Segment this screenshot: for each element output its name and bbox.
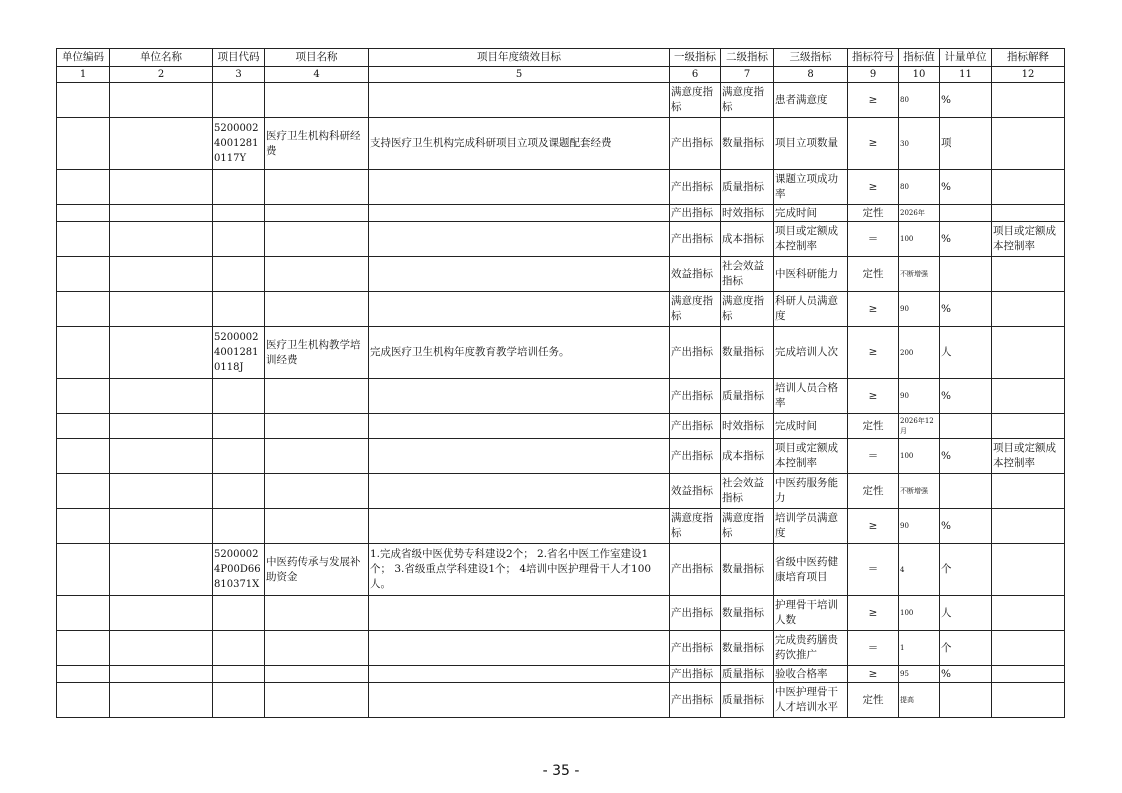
unit-cell: %	[940, 222, 992, 257]
table-row	[57, 509, 1065, 544]
unit-name-cell	[110, 666, 213, 683]
performance-goal-cell	[369, 683, 670, 718]
indicator-explanation-cell	[992, 205, 1065, 222]
column-number: 2	[110, 67, 213, 83]
project-name-cell	[265, 83, 369, 118]
header-cell: 指标值	[899, 49, 940, 67]
performance-goal-cell: 1.完成省级中医优势专科建设2个； 2.省名中医工作室建设1个； 3.省级重点学科建设1个； 4培训中医护理骨干人才100人。	[369, 544, 670, 596]
unit-cell: %	[940, 509, 992, 544]
project-name-cell	[265, 509, 369, 544]
project-code-cell	[213, 257, 265, 292]
level2-indicator-cell: 时效指标	[721, 414, 774, 439]
indicator-symbol-cell: 定性	[848, 205, 899, 222]
level2-indicator-cell: 质量指标	[721, 379, 774, 414]
unit-cell: %	[940, 666, 992, 683]
performance-goal-cell	[369, 666, 670, 683]
unit-code-cell	[57, 118, 110, 170]
project-code-cell	[213, 439, 265, 474]
header-cell: 二级指标	[721, 49, 774, 67]
level1-indicator-cell: 产出指标	[670, 439, 721, 474]
indicator-value-cell: 提高	[899, 683, 940, 718]
performance-goal-cell	[369, 257, 670, 292]
indicator-explanation-cell	[992, 414, 1065, 439]
indicator-symbol-cell: ≥	[848, 596, 899, 631]
column-number: 9	[848, 67, 899, 83]
performance-goal-cell: 完成医疗卫生机构年度教育教学培训任务。	[369, 327, 670, 379]
unit-code-cell	[57, 509, 110, 544]
level2-indicator-cell: 社会效益指标	[721, 474, 774, 509]
performance-goal-cell	[369, 222, 670, 257]
level1-indicator-cell: 产出指标	[670, 544, 721, 596]
indicator-value-cell: 90	[899, 292, 940, 327]
table-row	[57, 414, 1065, 439]
unit-code-cell	[57, 414, 110, 439]
column-number: 7	[721, 67, 774, 83]
project-code-cell: 52000024P00D66810371X	[213, 544, 265, 596]
indicator-value-cell: 100	[899, 222, 940, 257]
unit-cell	[940, 257, 992, 292]
level3-indicator-cell: 项目或定额成本控制率	[774, 222, 848, 257]
level2-indicator-cell: 数量指标	[721, 631, 774, 666]
indicator-value-cell: 80	[899, 83, 940, 118]
level2-indicator-cell: 成本指标	[721, 222, 774, 257]
column-number: 5	[369, 67, 670, 83]
unit-code-cell	[57, 170, 110, 205]
level2-indicator-cell: 满意度指标	[721, 509, 774, 544]
table-row	[57, 327, 1065, 379]
table-row	[57, 439, 1065, 474]
level3-indicator-cell: 中医药服务能力	[774, 474, 848, 509]
unit-code-cell	[57, 379, 110, 414]
indicator-symbol-cell: ≥	[848, 327, 899, 379]
unit-name-cell	[110, 83, 213, 118]
project-name-cell	[265, 414, 369, 439]
indicator-explanation-cell	[992, 666, 1065, 683]
level2-indicator-cell: 数量指标	[721, 327, 774, 379]
unit-cell	[940, 414, 992, 439]
indicator-value-cell: 30	[899, 118, 940, 170]
performance-goal-cell	[369, 596, 670, 631]
column-number: 8	[774, 67, 848, 83]
column-number: 3	[213, 67, 265, 83]
unit-name-cell	[110, 222, 213, 257]
level2-indicator-cell: 质量指标	[721, 666, 774, 683]
level1-indicator-cell: 效益指标	[670, 474, 721, 509]
unit-cell	[940, 205, 992, 222]
project-code-cell: 520000240012810117Y	[213, 118, 265, 170]
unit-code-cell	[57, 205, 110, 222]
level1-indicator-cell: 满意度指标	[670, 509, 721, 544]
level3-indicator-cell: 省级中医药健康培育项目	[774, 544, 848, 596]
column-number: 10	[899, 67, 940, 83]
unit-cell: %	[940, 83, 992, 118]
unit-name-cell	[110, 292, 213, 327]
indicator-symbol-cell: ≥	[848, 666, 899, 683]
indicator-value-cell: 200	[899, 327, 940, 379]
table-row	[57, 666, 1065, 683]
unit-cell	[940, 683, 992, 718]
indicator-explanation-cell	[992, 83, 1065, 118]
indicator-explanation-cell	[992, 474, 1065, 509]
performance-goal-cell	[369, 474, 670, 509]
project-name-cell	[265, 474, 369, 509]
level2-indicator-cell: 成本指标	[721, 439, 774, 474]
project-name-cell	[265, 379, 369, 414]
performance-goal-cell	[369, 83, 670, 118]
table-row	[57, 544, 1065, 596]
indicator-symbol-cell: ≥	[848, 118, 899, 170]
indicator-explanation-cell	[992, 118, 1065, 170]
project-code-cell: 520000240012810118J	[213, 327, 265, 379]
unit-cell: %	[940, 439, 992, 474]
level3-indicator-cell: 中医科研能力	[774, 257, 848, 292]
unit-name-cell	[110, 327, 213, 379]
indicator-value-cell: 2026年	[899, 205, 940, 222]
performance-goal-cell	[369, 509, 670, 544]
table-row	[57, 170, 1065, 205]
table-row	[57, 379, 1065, 414]
project-code-cell	[213, 170, 265, 205]
unit-name-cell	[110, 544, 213, 596]
unit-cell: 人	[940, 327, 992, 379]
level1-indicator-cell: 产出指标	[670, 118, 721, 170]
indicator-value-cell: 不断增强	[899, 257, 940, 292]
project-code-cell	[213, 509, 265, 544]
indicator-value-cell: 100	[899, 596, 940, 631]
header-cell: 单位名称	[110, 49, 213, 67]
indicator-explanation-cell	[992, 596, 1065, 631]
unit-name-cell	[110, 474, 213, 509]
unit-name-cell	[110, 379, 213, 414]
level3-indicator-cell: 护理骨干培训人数	[774, 596, 848, 631]
performance-goal-cell: 支持医疗卫生机构完成科研项目立项及课题配套经费	[369, 118, 670, 170]
unit-code-cell	[57, 596, 110, 631]
unit-code-cell	[57, 292, 110, 327]
level2-indicator-cell: 数量指标	[721, 596, 774, 631]
unit-code-cell	[57, 683, 110, 718]
project-name-cell	[265, 205, 369, 222]
indicator-symbol-cell: 定性	[848, 414, 899, 439]
unit-code-cell	[57, 544, 110, 596]
level3-indicator-cell: 科研人员满意度	[774, 292, 848, 327]
level1-indicator-cell: 产出指标	[670, 222, 721, 257]
level1-indicator-cell: 满意度指标	[670, 292, 721, 327]
indicator-explanation-cell	[992, 292, 1065, 327]
level1-indicator-cell: 产出指标	[670, 327, 721, 379]
indicator-explanation-cell	[992, 379, 1065, 414]
indicator-symbol-cell: 定性	[848, 474, 899, 509]
unit-name-cell	[110, 509, 213, 544]
level2-indicator-cell: 数量指标	[721, 544, 774, 596]
indicator-explanation-cell	[992, 170, 1065, 205]
project-name-cell	[265, 631, 369, 666]
performance-goal-cell	[369, 205, 670, 222]
indicator-symbol-cell: ≥	[848, 170, 899, 205]
project-code-cell	[213, 83, 265, 118]
header-cell: 项目代码	[213, 49, 265, 67]
project-name-cell	[265, 257, 369, 292]
header-cell: 一级指标	[670, 49, 721, 67]
level1-indicator-cell: 满意度指标	[670, 83, 721, 118]
project-name-cell	[265, 683, 369, 718]
indicator-value-cell: 95	[899, 666, 940, 683]
unit-cell: 人	[940, 596, 992, 631]
indicator-explanation-cell	[992, 509, 1065, 544]
level3-indicator-cell: 完成时间	[774, 414, 848, 439]
project-name-cell	[265, 439, 369, 474]
project-code-cell	[213, 222, 265, 257]
indicator-symbol-cell: 定性	[848, 683, 899, 718]
project-name-cell: 医疗卫生机构教学培训经费	[265, 327, 369, 379]
column-number: 12	[992, 67, 1065, 83]
indicator-explanation-cell: 项目或定额成本控制率	[992, 439, 1065, 474]
level3-indicator-cell: 项目立项数量	[774, 118, 848, 170]
unit-cell: %	[940, 170, 992, 205]
table-row	[57, 292, 1065, 327]
level3-indicator-cell: 完成贵药膳贵药饮推广	[774, 631, 848, 666]
level1-indicator-cell: 产出指标	[670, 205, 721, 222]
level3-indicator-cell: 完成培训人次	[774, 327, 848, 379]
unit-code-cell	[57, 83, 110, 118]
header-cell: 单位编码	[57, 49, 110, 67]
header-cell: 三级指标	[774, 49, 848, 67]
unit-code-cell	[57, 474, 110, 509]
unit-cell: %	[940, 379, 992, 414]
indicator-symbol-cell: ≥	[848, 292, 899, 327]
table-row	[57, 474, 1065, 509]
indicator-value-cell: 100	[899, 439, 940, 474]
project-code-cell	[213, 596, 265, 631]
project-name-cell	[265, 666, 369, 683]
indicator-symbol-cell: ＝	[848, 544, 899, 596]
project-code-cell	[213, 292, 265, 327]
unit-code-cell	[57, 222, 110, 257]
unit-cell: 个	[940, 631, 992, 666]
table-row	[57, 205, 1065, 222]
unit-code-cell	[57, 327, 110, 379]
performance-goal-cell	[369, 631, 670, 666]
level1-indicator-cell: 产出指标	[670, 170, 721, 205]
level3-indicator-cell: 患者满意度	[774, 83, 848, 118]
performance-goal-cell	[369, 170, 670, 205]
level2-indicator-cell: 满意度指标	[721, 83, 774, 118]
project-code-cell	[213, 414, 265, 439]
indicator-symbol-cell: ≥	[848, 509, 899, 544]
level3-indicator-cell: 培训学员满意度	[774, 509, 848, 544]
table-row	[57, 631, 1065, 666]
project-name-cell	[265, 596, 369, 631]
unit-name-cell	[110, 414, 213, 439]
column-number: 4	[265, 67, 369, 83]
project-code-cell	[213, 205, 265, 222]
project-name-cell	[265, 222, 369, 257]
project-code-cell	[213, 666, 265, 683]
table-row	[57, 257, 1065, 292]
level1-indicator-cell: 产出指标	[670, 666, 721, 683]
indicator-explanation-cell	[992, 683, 1065, 718]
indicator-explanation-cell	[992, 544, 1065, 596]
table-row	[57, 118, 1065, 170]
indicator-symbol-cell: ＝	[848, 222, 899, 257]
project-code-cell	[213, 379, 265, 414]
column-number: 6	[670, 67, 721, 83]
project-code-cell	[213, 683, 265, 718]
project-code-cell	[213, 631, 265, 666]
project-name-cell	[265, 170, 369, 205]
level3-indicator-cell: 完成时间	[774, 205, 848, 222]
unit-name-cell	[110, 683, 213, 718]
project-code-cell	[213, 474, 265, 509]
level3-indicator-cell: 中医护理骨干人才培训水平	[774, 683, 848, 718]
column-number-row	[57, 67, 1065, 83]
indicator-explanation-cell	[992, 257, 1065, 292]
page-number: - 35 -	[542, 763, 580, 779]
header-cell: 项目名称	[265, 49, 369, 67]
indicator-symbol-cell: ＝	[848, 631, 899, 666]
indicator-explanation-cell: 项目或定额成本控制率	[992, 222, 1065, 257]
indicator-value-cell: 1	[899, 631, 940, 666]
unit-cell: %	[940, 292, 992, 327]
indicator-value-cell: 4	[899, 544, 940, 596]
level2-indicator-cell: 满意度指标	[721, 292, 774, 327]
header-cell: 项目年度绩效目标	[369, 49, 670, 67]
header-cell: 指标符号	[848, 49, 899, 67]
level3-indicator-cell: 验收合格率	[774, 666, 848, 683]
performance-goal-cell	[369, 292, 670, 327]
unit-name-cell	[110, 596, 213, 631]
unit-code-cell	[57, 257, 110, 292]
header-row	[57, 49, 1065, 67]
header-cell: 计量单位	[940, 49, 992, 67]
header-cell: 指标解释	[992, 49, 1065, 67]
level1-indicator-cell: 产出指标	[670, 596, 721, 631]
level1-indicator-cell: 产出指标	[670, 414, 721, 439]
indicator-value-cell: 不断增强	[899, 474, 940, 509]
table-row	[57, 683, 1065, 718]
indicator-explanation-cell	[992, 631, 1065, 666]
level2-indicator-cell: 数量指标	[721, 118, 774, 170]
unit-name-cell	[110, 118, 213, 170]
unit-name-cell	[110, 170, 213, 205]
level3-indicator-cell: 课题立项成功率	[774, 170, 848, 205]
project-name-cell: 中医药传承与发展补助资金	[265, 544, 369, 596]
level2-indicator-cell: 时效指标	[721, 205, 774, 222]
performance-goal-cell	[369, 379, 670, 414]
level2-indicator-cell: 社会效益指标	[721, 257, 774, 292]
indicator-value-cell: 80	[899, 170, 940, 205]
level1-indicator-cell: 产出指标	[670, 631, 721, 666]
level1-indicator-cell: 产出指标	[670, 683, 721, 718]
level3-indicator-cell: 培训人员合格率	[774, 379, 848, 414]
indicator-symbol-cell: 定性	[848, 257, 899, 292]
level3-indicator-cell: 项目或定额成本控制率	[774, 439, 848, 474]
unit-name-cell	[110, 631, 213, 666]
indicator-symbol-cell: ≥	[848, 379, 899, 414]
unit-code-cell	[57, 439, 110, 474]
level1-indicator-cell: 效益指标	[670, 257, 721, 292]
level2-indicator-cell: 质量指标	[721, 683, 774, 718]
indicator-symbol-cell: ≥	[848, 83, 899, 118]
column-number: 1	[57, 67, 110, 83]
unit-code-cell	[57, 631, 110, 666]
unit-name-cell	[110, 257, 213, 292]
table-row	[57, 83, 1065, 118]
indicator-value-cell: 2026年12月	[899, 414, 940, 439]
unit-name-cell	[110, 439, 213, 474]
project-name-cell: 医疗卫生机构科研经费	[265, 118, 369, 170]
level2-indicator-cell: 质量指标	[721, 170, 774, 205]
table-row	[57, 222, 1065, 257]
unit-name-cell	[110, 205, 213, 222]
performance-goal-cell	[369, 414, 670, 439]
indicator-value-cell: 90	[899, 379, 940, 414]
performance-goal-cell	[369, 439, 670, 474]
level1-indicator-cell: 产出指标	[670, 379, 721, 414]
unit-cell: 个	[940, 544, 992, 596]
table-row	[57, 596, 1065, 631]
unit-cell: 项	[940, 118, 992, 170]
indicator-explanation-cell	[992, 327, 1065, 379]
indicator-value-cell: 90	[899, 509, 940, 544]
column-number: 11	[940, 67, 992, 83]
project-name-cell	[265, 292, 369, 327]
unit-cell	[940, 474, 992, 509]
performance-table	[56, 48, 1065, 718]
indicator-symbol-cell: ＝	[848, 439, 899, 474]
unit-code-cell	[57, 666, 110, 683]
